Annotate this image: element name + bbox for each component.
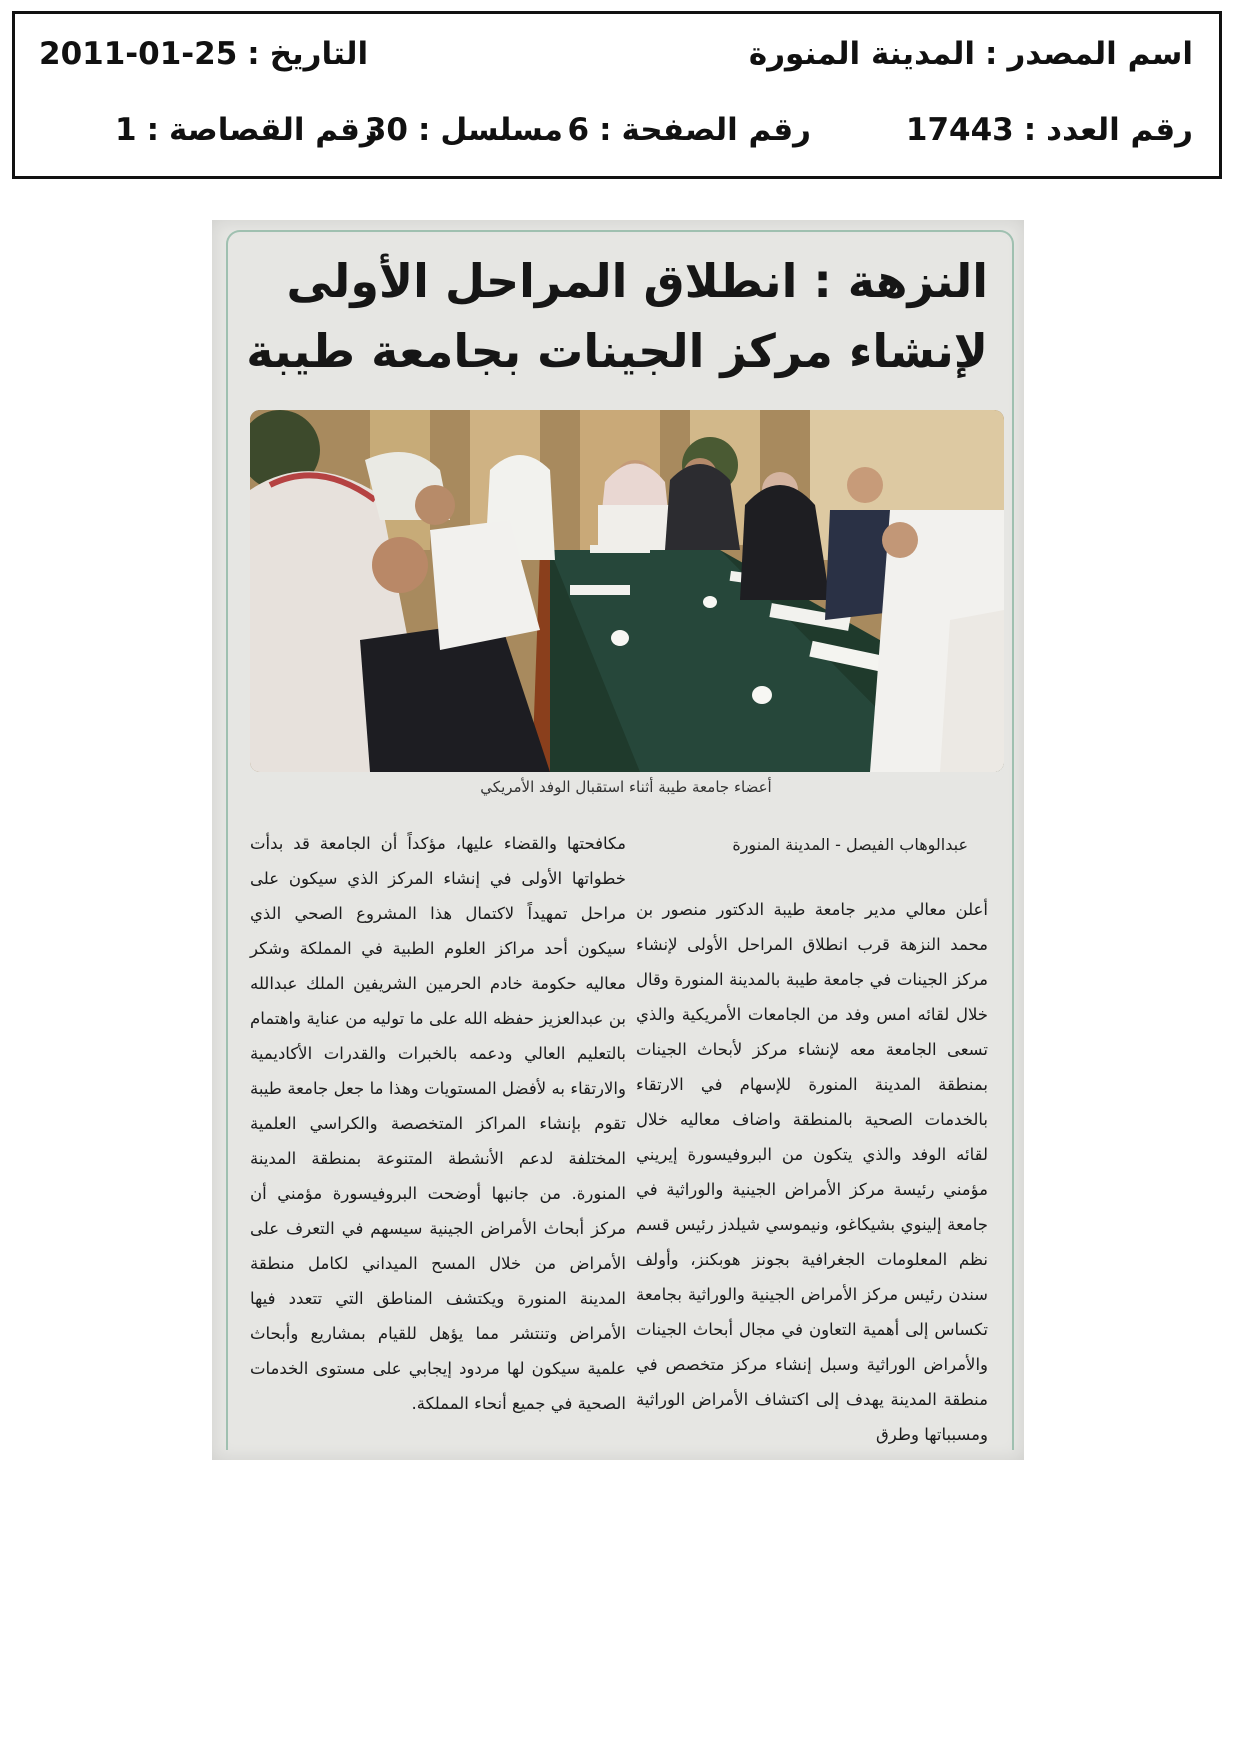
date-value: 2011-01-25 [39, 36, 238, 72]
source-label: اسم المصدر [1007, 36, 1193, 72]
metadata-row-1 [15, 36, 1219, 96]
article-text-left: مكافحتها والقضاء عليها، مؤكداً أن الجامعة قد بدأت خطواتها الأولى في إنشاء المركز الذي سيكون على مراحل تمهيداً لاكتمال هذا المشروع الصحي الذي سيكون أحد مراكز العلوم الطبية في المملكة وشكر معاليه حكومة خادم الحرمين الشريفين الملك عبدالله بن عبدالعزيز حفظه الله على ما توليه من عناية واهتمام بالتعليم العالي ودعمه بالخبرات والقدرات الأكاديمية والارتقاء به لأفضل المستويات وهذا ما جعل جامعة طيبة تقوم بإنشاء المراكز المتخصصة والكراسي العلمية المختلفة لدعم الأنشطة المتنوعة بمنطقة المدينة المنورة. من جانبها أوضحت البروفيسورة مؤمني أن مركز أبحاث الأمراض الجينية سيسهم في التعرف على الأمراض من خلال المسح الميداني لكامل منطقة المدينة المنورة ويكتشف المناطق التي تتعدد فيها الأمراض وتنتشر مما يؤهل للقيام بمشاريع وأبحاث علمية سيكون لها مردود إيجابي على مستوى الخدمات الصحية في جميع أنحاء المملكة. [250, 834, 626, 1413]
page-value: 6 [567, 112, 590, 148]
source-value: المدينة المنورة [748, 36, 976, 72]
headline-line-2: لإنشاء مركز الجينات بجامعة طيبة [246, 324, 988, 378]
serial-field: مسلسل:30 [364, 112, 563, 148]
date-field: التاريخ:2011-01-25 [39, 36, 369, 72]
article-byline: عبدالوهاب الفيصل - المدينة المنورة [732, 835, 968, 854]
date-label: التاريخ [269, 36, 369, 72]
article-column-right [636, 892, 1006, 1452]
newspaper-clipping [212, 220, 1024, 1460]
serial-label: مسلسل [440, 112, 563, 148]
page-field: رقم الصفحة:6 [567, 112, 811, 148]
clip-number-field: رقم القصاصة:1 [115, 112, 378, 148]
article-text-right: أعلن معالي مدير جامعة طيبة الدكتور منصور بن محمد النزهة قرب انطلاق المراحل الأولى لإنشاء مركز الجينات في جامعة طيبة بالمدينة المنورة وقال خلال لقائه امس وفد من الجامعات الأمريكية والذي تسعى الجامعة معه لإنشاء مركز لأبحاث الجينات بمنطقة المدينة المنورة للإسهام في الارتقاء بالخدمات الصحية بالمنطقة واضاف معاليه خلال لقائه الوفد والذي يتكون من البروفيسورة إيريني مؤمني رئيسة مركز الأمراض الجينية والوراثية في جامعة إلينوي بشيكاغو، ونيموسي شيلدز رئيس قسم نظم المعلومات الجغرافية بجونز هوبكنز، وأولف سندن رئيس مركز الأمراض الجينية والوراثية بجامعة تكساس إلى أهمية التعاون في مجال أبحاث الجينات والأمراض الوراثية وسبل إنشاء مركز متخصص في منطقة المدينة يهدف إلى اكتشاف الأمراض الوراثية ومسبباتها وطرق [636, 900, 988, 1444]
issue-value: 17443 [905, 112, 1014, 148]
issue-label: رقم العدد [1046, 112, 1193, 148]
article-column-left [250, 826, 626, 1421]
page-label: رقم الصفحة [621, 112, 811, 148]
clip-number-value: 1 [115, 112, 137, 148]
photo-caption: أعضاء جامعة طيبة أثناء استقبال الوفد الأمريكي [480, 778, 772, 796]
issue-field: رقم العدد:17443 [905, 112, 1193, 148]
clipping-metadata-box [12, 11, 1222, 179]
clip-number-label: رقم القصاصة [168, 112, 378, 148]
serial-value: 30 [364, 112, 408, 148]
headline-line-1: النزهة : انطلاق المراحل الأولى [286, 254, 988, 308]
source-field: اسم المصدر:المدينة المنورة [748, 36, 1193, 72]
metadata-row-2 [15, 112, 1219, 172]
meeting-photo [250, 410, 1004, 772]
